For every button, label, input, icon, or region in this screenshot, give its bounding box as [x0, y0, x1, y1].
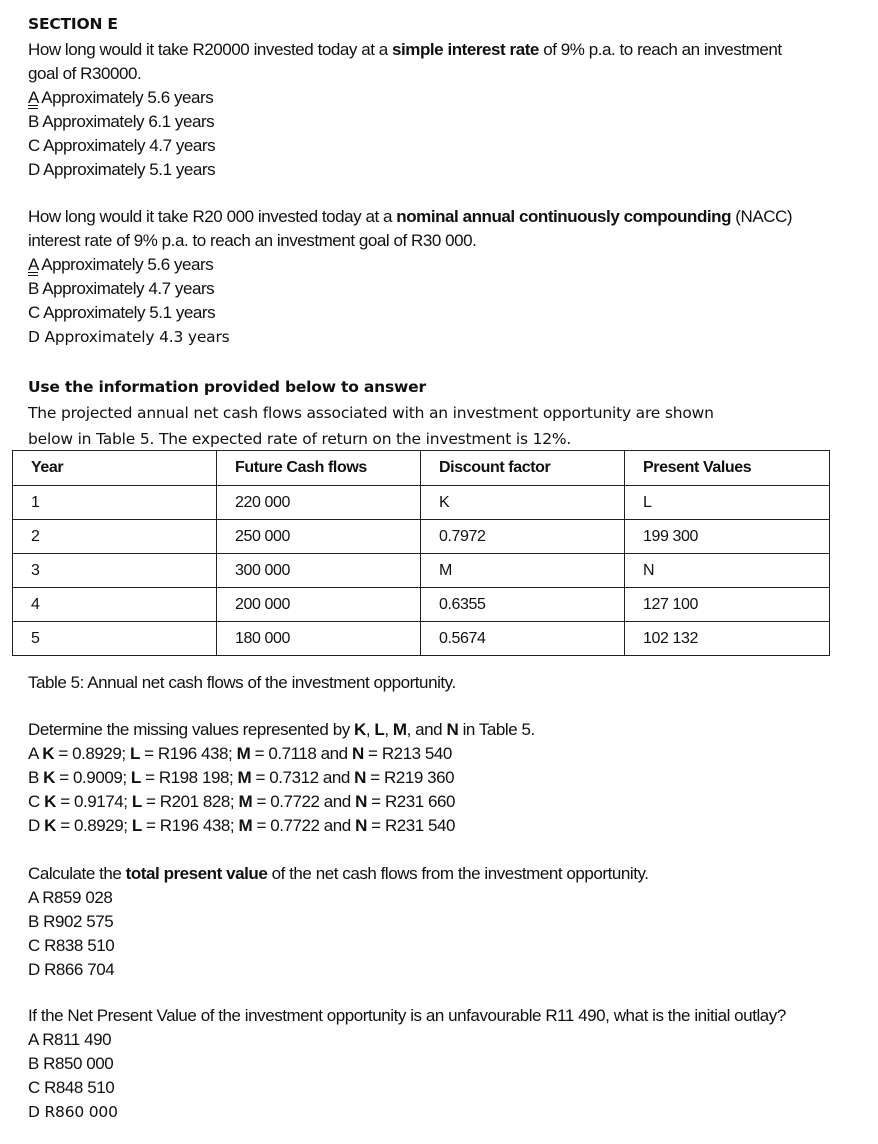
- option-letter: B: [28, 279, 39, 298]
- option-value: 0.9009: [73, 768, 123, 787]
- question-nacc: [28, 205, 858, 349]
- option-value: R219 360: [384, 768, 455, 787]
- question-missing-values: [28, 718, 858, 838]
- option-value: R196 438: [159, 816, 230, 835]
- question-total-present-value: [28, 862, 858, 982]
- cell-discount-factor: 0.7972: [421, 520, 625, 554]
- text-fragment: How long would it take R20000 invested today at a: [28, 40, 393, 59]
- var-m: M: [237, 768, 252, 787]
- cell-present-value: N: [625, 554, 830, 588]
- text-fragment: (NACC): [731, 207, 793, 226]
- option-b[interactable]: [28, 110, 858, 134]
- option-b[interactable]: B R902 575: [28, 912, 114, 931]
- text-fragment: , and: [406, 720, 447, 739]
- info-text-line: below in Table 5. The expected rate of return on the investment is 12%.: [28, 430, 572, 448]
- text-fragment: Calculate the: [28, 864, 126, 883]
- cell-present-value: 102 132: [625, 622, 830, 656]
- var-n: N: [355, 792, 367, 811]
- section-title: SECTION E: [28, 15, 118, 33]
- info-text-line: The projected annual net cash flows associated with an investment opportunity are shown: [28, 404, 714, 422]
- option-text: Approximately 6.1 years: [38, 112, 215, 131]
- option-a[interactable]: A K = 0.8929; L = R196 438; M = 0.7118 and N = R213 540: [28, 744, 452, 763]
- cell-present-value: 127 100: [625, 588, 830, 622]
- cell-present-value: L: [625, 486, 830, 520]
- info-heading: Use the information provided below to answer: [28, 378, 426, 396]
- info-block: [28, 374, 858, 452]
- text-fragment: ,: [384, 720, 393, 739]
- question-text-line: [28, 38, 858, 62]
- table-row: [13, 622, 830, 656]
- option-letter: C: [28, 792, 40, 811]
- option-letter: A: [28, 255, 38, 274]
- var-k: K: [44, 792, 56, 811]
- option-text: Approximately 5.1 years: [39, 160, 216, 179]
- var-l: L: [374, 720, 385, 739]
- var-l: L: [129, 744, 140, 763]
- text-fragment: of 9% p.a. to reach an investment: [538, 40, 782, 59]
- option-text: Approximately 4.3 years: [39, 328, 230, 346]
- question-simple-interest: [28, 38, 858, 182]
- option-value: R198 198: [158, 768, 229, 787]
- option-c[interactable]: [28, 301, 858, 325]
- text-fragment: ,: [365, 720, 375, 739]
- option-letter: B: [28, 112, 39, 131]
- option-value: R231 540: [384, 816, 456, 835]
- var-m: M: [392, 720, 407, 739]
- question-text-line: goal of R30000.: [28, 64, 142, 83]
- cell-discount-factor: 0.5674: [421, 622, 625, 656]
- option-text: Approximately 5.6 years: [37, 255, 214, 274]
- table-caption: Table 5: Annual net cash flows of the investment opportunity.: [28, 673, 456, 692]
- emphasis: total present value: [125, 864, 268, 883]
- text-fragment: of the net cash flows from the investment opportunity.: [267, 864, 649, 883]
- var-m: M: [236, 744, 251, 763]
- var-k: K: [44, 816, 56, 835]
- cell-cash-flow: 220 000: [217, 486, 421, 520]
- option-value: R231 660: [384, 792, 456, 811]
- question-text-line: If the Net Present Value of the investment opportunity is an unfavourable R11 490, what is the initial outlay?: [28, 1006, 786, 1025]
- var-m: M: [238, 792, 253, 811]
- text-fragment: in Table 5.: [458, 720, 535, 739]
- option-value: 0.8929: [73, 816, 124, 835]
- option-value: 0.7722: [270, 816, 320, 835]
- option-d[interactable]: D R866 704: [28, 960, 115, 979]
- option-letter: D: [28, 160, 40, 179]
- table-row: [13, 554, 830, 588]
- option-d[interactable]: [28, 325, 858, 349]
- var-l: L: [131, 792, 142, 811]
- option-a[interactable]: [28, 86, 858, 110]
- var-l: L: [130, 768, 141, 787]
- option-c[interactable]: [28, 134, 858, 158]
- text-fragment: Determine the missing values represented by: [28, 720, 355, 739]
- cell-cash-flow: 180 000: [217, 622, 421, 656]
- text-fragment: How long would it take R20 000 invested today at a: [28, 207, 397, 226]
- option-letter: A: [28, 744, 38, 763]
- question-initial-outlay: [28, 1004, 868, 1124]
- var-n: N: [354, 768, 366, 787]
- option-text: Approximately 4.7 years: [39, 136, 216, 155]
- header-year: Year: [13, 451, 217, 486]
- var-n: N: [446, 720, 459, 739]
- header-discount-factor: Discount factor: [421, 451, 625, 486]
- cell-discount-factor: K: [421, 486, 625, 520]
- option-a[interactable]: A R811 490: [28, 1030, 112, 1049]
- option-text: Approximately 5.1 years: [39, 303, 216, 322]
- cell-cash-flow: 300 000: [217, 554, 421, 588]
- option-a[interactable]: [28, 253, 858, 277]
- header-future-cash-flows: Future Cash flows: [217, 451, 421, 486]
- option-letter: A: [28, 88, 38, 107]
- cash-flow-table: [12, 450, 830, 656]
- option-c[interactable]: C R848 510: [28, 1078, 115, 1097]
- option-a[interactable]: A R859 028: [28, 888, 113, 907]
- table-row: [13, 486, 830, 520]
- cell-year: 2: [13, 520, 217, 554]
- var-k: K: [354, 720, 366, 739]
- option-c[interactable]: C K = 0.9174; L = R201 828; M = 0.7722 and N = R231 660: [28, 792, 456, 811]
- option-letter: C: [28, 136, 40, 155]
- option-d[interactable]: [28, 158, 858, 182]
- option-b[interactable]: B K = 0.9009; L = R198 198; M = 0.7312 and N = R219 360: [28, 768, 455, 787]
- var-k: K: [42, 744, 55, 763]
- option-letter: B: [28, 768, 39, 787]
- option-c[interactable]: C R838 510: [28, 936, 115, 955]
- table-row: [13, 520, 830, 554]
- cell-year: 4: [13, 588, 217, 622]
- cell-year: 1: [13, 486, 217, 520]
- table-header-row: [13, 451, 830, 486]
- option-d[interactable]: D R860 000: [28, 1103, 118, 1121]
- question-text-line: [28, 718, 858, 742]
- option-value: 0.9174: [73, 792, 124, 811]
- var-n: N: [355, 816, 367, 835]
- option-value: 0.7312: [269, 768, 319, 787]
- emphasis: nominal annual continuously compounding: [396, 207, 732, 226]
- option-value: R213 540: [381, 744, 452, 763]
- cell-year: 3: [13, 554, 217, 588]
- option-value: 0.7118: [268, 744, 317, 763]
- emphasis: simple interest rate: [392, 40, 539, 59]
- question-text-line: [28, 862, 858, 886]
- option-letter: D: [28, 328, 40, 346]
- option-d[interactable]: D K = 0.8929; L = R196 438; M = 0.7722 and N = R231 540: [28, 816, 456, 835]
- cell-year: 5: [13, 622, 217, 656]
- option-text: Approximately 5.6 years: [37, 88, 214, 107]
- cell-cash-flow: 250 000: [217, 520, 421, 554]
- table-row: [13, 588, 830, 622]
- cell-present-value: 199 300: [625, 520, 830, 554]
- cell-discount-factor: 0.6355: [421, 588, 625, 622]
- option-value: R196 438: [157, 744, 229, 763]
- option-b[interactable]: [28, 277, 858, 301]
- cell-cash-flow: 200 000: [217, 588, 421, 622]
- var-m: M: [238, 816, 253, 835]
- option-value: R201 828: [159, 792, 230, 811]
- option-letter: D: [28, 816, 40, 835]
- option-text: Approximately 4.7 years: [38, 279, 215, 298]
- option-value: 0.8929: [72, 744, 122, 763]
- var-l: L: [131, 816, 142, 835]
- cell-discount-factor: M: [421, 554, 625, 588]
- header-present-values: Present Values: [625, 451, 830, 486]
- option-b[interactable]: B R850 000: [28, 1054, 114, 1073]
- question-text-line: [28, 205, 858, 229]
- question-text-line: interest rate of 9% p.a. to reach an investment goal of R30 000.: [28, 231, 477, 250]
- var-k: K: [43, 768, 55, 787]
- option-value: 0.7722: [270, 792, 320, 811]
- var-n: N: [351, 744, 364, 763]
- option-letter: C: [28, 303, 40, 322]
